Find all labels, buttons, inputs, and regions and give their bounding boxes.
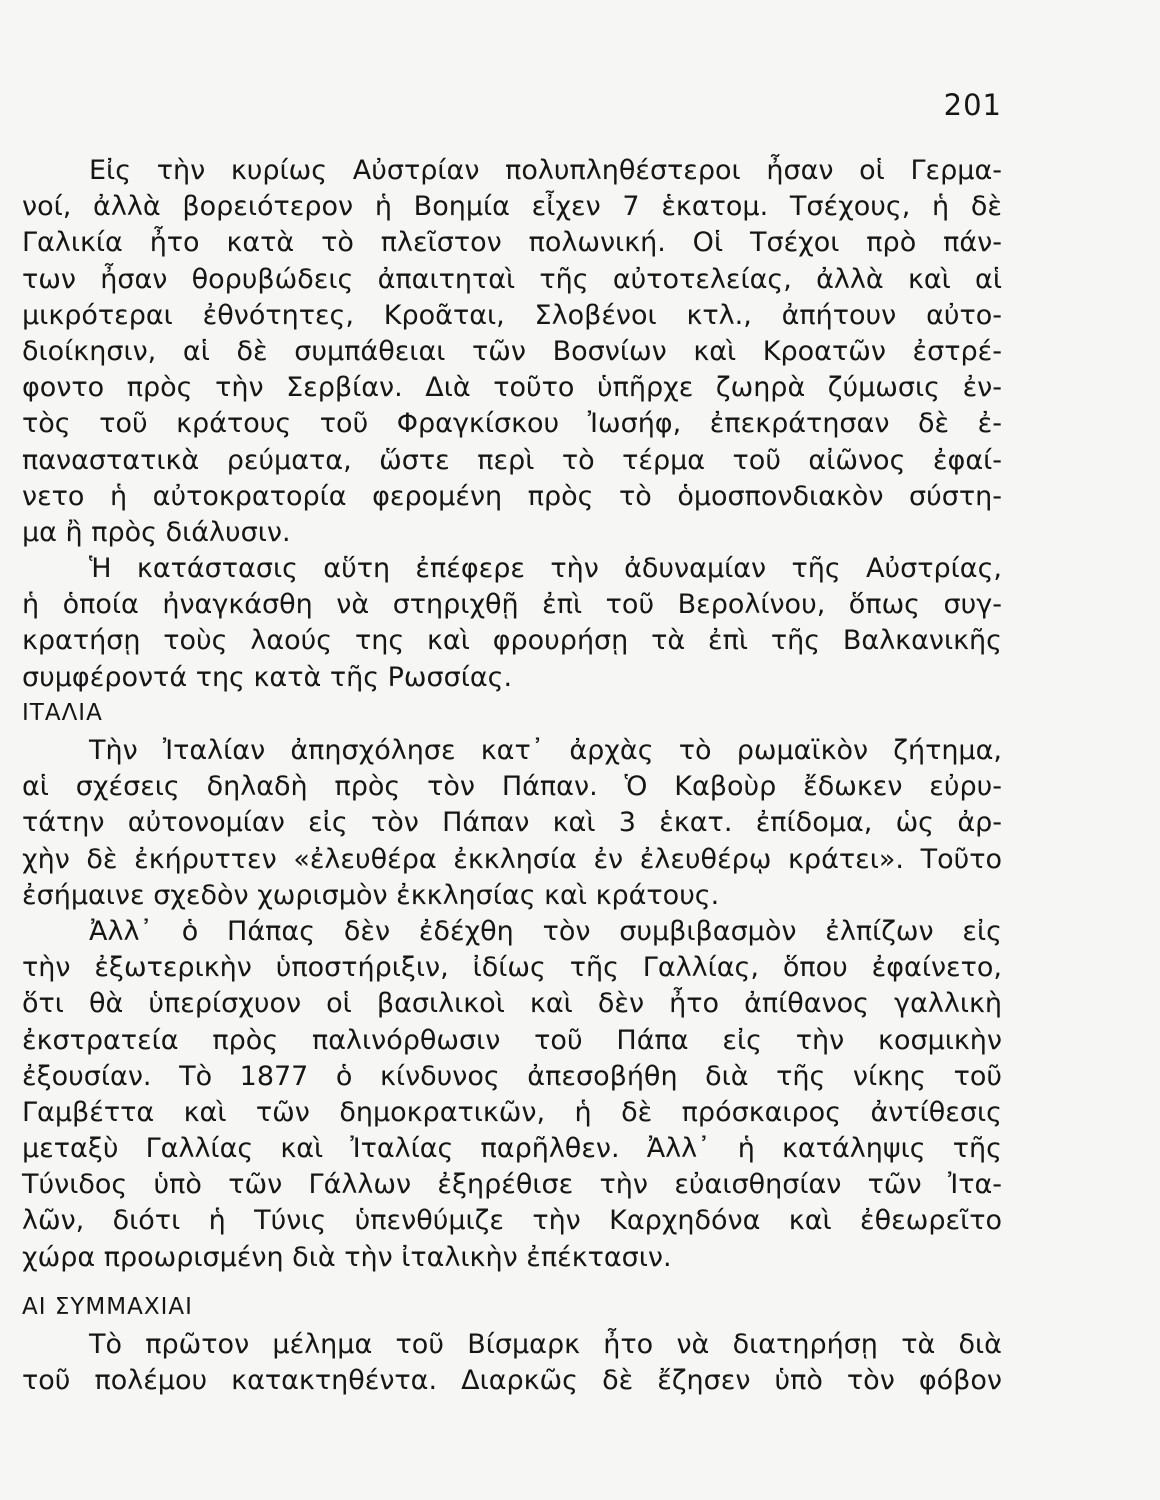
- text-line: ἡ ὁποία ἠναγκάσθη νὰ στηριχθῇ ἐπὶ τοῦ Βερολίνου, ὅπως συγ-: [22, 589, 1002, 621]
- paragraphs-italia: [22, 733, 1002, 1276]
- text-line: χὴν δὲ ἐκήρυττεν «ἐλευθέρα ἐκκλησία ἐν ἐλευθέρῳ κράτει». Τοῦτο: [22, 843, 1002, 875]
- text-line: ὅτι θὰ ὑπερίσχυον οἱ βασιλικοὶ καὶ δὲν ἦτο ἀπίθανος γαλλικὴ: [22, 988, 1002, 1020]
- text-line: λῶν, διότι ἡ Τύνις ὑπενθύμιζε τὴν Καρχηδόνα καὶ ἐθεωρεῖτο: [22, 1205, 1002, 1237]
- text-line: νετο ἡ αὐτοκρατορία φερομένη πρὸς τὸ ὁμοσπονδιακὸν σύστη-: [22, 480, 1002, 512]
- text-line: ἐκστρατεία πρὸς παλινόρθωσιν τοῦ Πάπα εἰς τὴν κοσμικὴν: [22, 1024, 1002, 1056]
- text-line: συμφέροντά της κατὰ τῆς Ρωσσίας.: [22, 661, 513, 693]
- text-line: Γαλικία ἦτο κατὰ τὸ πλεῖστον πολωνική. Οἱ Τσέχοι πρὸ πάν-: [22, 227, 1002, 259]
- text-line: αἱ σχέσεις δηλαδὴ πρὸς τὸν Πάπαν. Ὁ Καβοὺρ ἔδωκεν εὐρυ-: [22, 771, 1002, 803]
- text-line: χώρα προωρισμένη διὰ τὴν ἰταλικὴν ἐπέκτασιν.: [22, 1241, 672, 1273]
- text-line: Ἀλλ᾽ ὁ Πάπας δὲν ἐδέχθη τὸν συμβιβασμὸν ἐλπίζων εἰς: [89, 915, 1002, 947]
- text-line: τὴν ἐξωτερικὴν ὑποστήριξιν, ἰδίως τῆς Γαλλίας, ὅπου ἐφαίνετο,: [22, 952, 1002, 984]
- text-line: διοίκησιν, αἱ δὲ συμπάθειαι τῶν Βοσνίων καὶ Κροατῶν ἐστρέ-: [22, 335, 1002, 367]
- text-line: μεταξὺ Γαλλίας καὶ Ἰταλίας παρῆλθεν. Ἀλλ᾽ ἡ κατάληψις τῆς: [22, 1133, 1002, 1165]
- text-line: Τὸ πρῶτον μέλημα τοῦ Βίσμαρκ ἦτο νὰ διατηρήσῃ τὰ διὰ: [89, 1329, 1002, 1360]
- paragraphs-austria: [22, 153, 1002, 696]
- text-line: παναστατικὰ ρεύματα, ὥστε περὶ τὸ τέρμα τοῦ αἰῶνος ἐφαί-: [22, 444, 1002, 476]
- text-line: ἐξουσίαν. Τὸ 1877 ὁ κίνδυνος ἀπεσοβήθη διὰ τῆς νίκης τοῦ: [22, 1060, 1002, 1092]
- text-line: ἐσήμαινε σχεδὸν χωρισμὸν ἐκκλησίας καὶ κράτους.: [22, 879, 720, 911]
- text-line: Γαμβέττα καὶ τῶν δημοκρατικῶν, ἡ δὲ πρόσκαιρος ἀντίθεσις: [22, 1096, 1002, 1128]
- section-heading-symmachiai: ΑΙ ΣΥΜΜΑΧΙΑΙ: [22, 1294, 193, 1320]
- text-line: μα ἢ πρὸς διάλυσιν.: [22, 516, 291, 548]
- text-line: Ἡ κατάστασις αὕτη ἐπέφερε τὴν ἀδυναμίαν τῆς Αὐστρίας,: [89, 553, 1002, 585]
- paragraphs-symmachiai: [22, 1327, 1002, 1399]
- page-number: 201: [943, 88, 1002, 122]
- text-line: των ἦσαν θορυβώδεις ἀπαιτηταὶ τῆς αὐτοτελείας, ἀλλὰ καὶ αἱ: [22, 263, 1002, 295]
- text-line: τὸς τοῦ κράτους τοῦ Φραγκίσκου Ἰωσήφ, ἐπεκράτησαν δὲ ἐ-: [22, 408, 1002, 440]
- section-heading-italia: ΙΤΑΛΙΑ: [22, 700, 103, 726]
- text-line: μικρότεραι ἐθνότητες, Κροᾶται, Σλοβένοι κτλ., ἀπήτουν αὐτο-: [22, 299, 1002, 331]
- text-line: Τὴν Ἰταλίαν ἀπησχόλησε κατ᾽ ἀρχὰς τὸ ρωμαϊκὸν ζήτημα,: [89, 735, 1002, 766]
- text-line: Εἰς τὴν κυρίως Αὐστρίαν πολυπληθέστεροι ἦσαν οἱ Γερμα-: [89, 155, 1002, 186]
- text-line: Τύνιδος ὑπὸ τῶν Γάλλων ἐξηρέθισε τὴν εὐαισθησίαν τῶν Ἰτα-: [22, 1169, 1002, 1201]
- text-line: φοντο πρὸς τὴν Σερβίαν. Διὰ τοῦτο ὑπῆρχε ζωηρὰ ζύμωσις ἐν-: [22, 372, 1002, 404]
- text-line: τοῦ πολέμου κατακτηθέντα. Διαρκῶς δὲ ἔζησεν ὑπὸ τὸν φόβον: [22, 1365, 1002, 1397]
- text-line: κρατήσῃ τοὺς λαούς της καὶ φρουρήσῃ τὰ ἐπὶ τῆς Βαλκανικῆς: [22, 625, 1002, 657]
- text-line: τάτην αὐτονομίαν εἰς τὸν Πάπαν καὶ 3 ἑκατ. ἐπίδομα, ὡς ἀρ-: [22, 807, 1002, 839]
- text-line: νοί, ἀλλὰ βορειότερον ἡ Βοημία εἶχεν 7 ἑκατομ. Τσέχους, ἡ δὲ: [22, 191, 1002, 223]
